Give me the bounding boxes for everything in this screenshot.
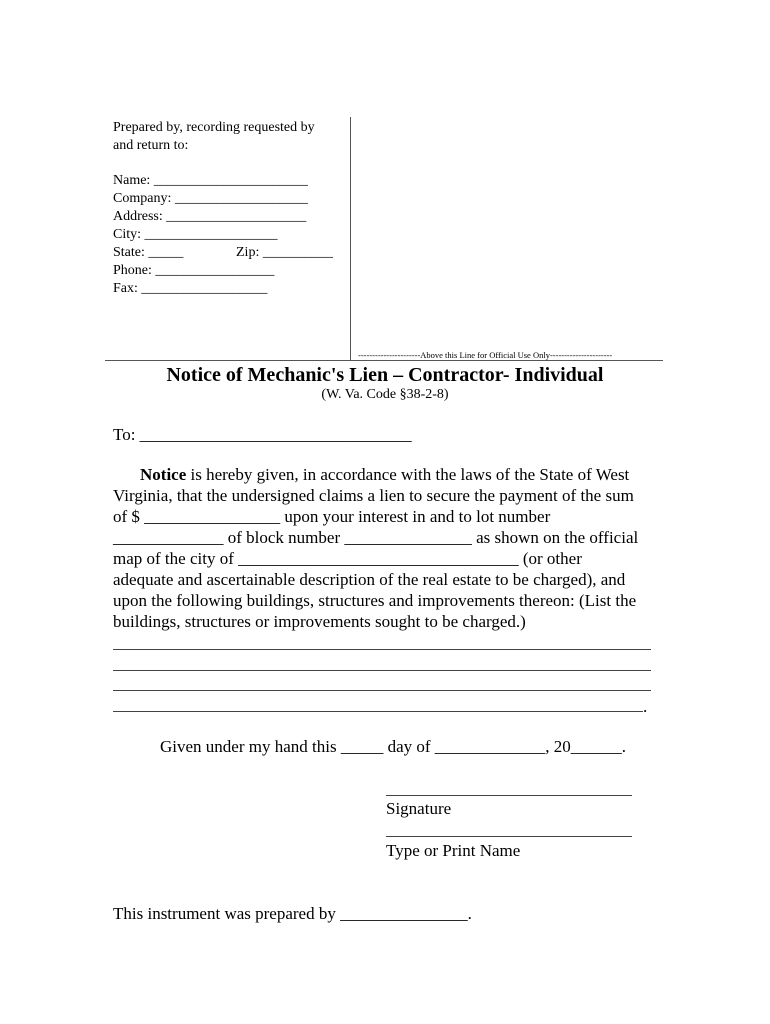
description-end-period: . xyxy=(643,697,648,716)
signature-line[interactable] xyxy=(386,795,632,796)
notice-line-1 xyxy=(140,464,629,485)
code-reference: (W. Va. Code §38-2-8) xyxy=(321,387,449,402)
notice-line-2: Virginia, that the undersigned claims a lien to secure the payment of the sum xyxy=(113,486,634,505)
official-use-notice: ----------------------Above this Line for Official Use Only---------------------- xyxy=(358,350,613,360)
prepared-by-line2: and return to: xyxy=(113,138,189,153)
notice-line-1-text: is hereby given, in accordance with the laws of the State of West xyxy=(186,465,630,484)
name-field[interactable]: Name: ______________________ xyxy=(113,173,308,188)
notice-line-3: of $ ________________ upon your interest in and to lot number xyxy=(113,507,551,526)
signature-label: Signature xyxy=(386,799,452,818)
zip-field[interactable]: Zip: __________ xyxy=(236,245,333,260)
description-blank-line-1[interactable] xyxy=(113,649,651,650)
notice-line-6: adequate and ascertainable description of the real estate to be charged), and xyxy=(113,570,626,589)
address-field[interactable]: Address: ____________________ xyxy=(113,209,307,224)
description-blank-line-4[interactable] xyxy=(113,711,643,712)
notice-line-5: map of the city of _________________________________ (or other xyxy=(113,549,582,568)
instrument-prepared-by[interactable]: This instrument was prepared by _______________. xyxy=(113,904,472,923)
notice-bold-word: Notice xyxy=(140,465,187,484)
prepared-by-line1: Prepared by, recording requested by xyxy=(113,120,315,135)
header-vertical-divider xyxy=(350,117,351,360)
header-horizontal-divider xyxy=(105,360,663,361)
notice-line-4: _____________ of block number _______________ as shown on the official xyxy=(113,528,639,547)
print-name-label: Type or Print Name xyxy=(386,841,521,860)
company-field[interactable]: Company: ___________________ xyxy=(113,191,308,206)
given-under-hand-line[interactable]: Given under my hand this _____ day of _____________, 20______. xyxy=(160,737,627,756)
document-title: Notice of Mechanic's Lien – Contractor- Individual xyxy=(166,364,604,386)
state-field[interactable]: State: _____ xyxy=(113,245,184,260)
description-blank-line-2[interactable] xyxy=(113,670,651,671)
phone-field[interactable]: Phone: _________________ xyxy=(113,263,275,278)
city-field[interactable]: City: ___________________ xyxy=(113,227,278,242)
notice-line-8: buildings, structures or improvements sought to be charged.) xyxy=(113,612,526,631)
notice-line-7: upon the following buildings, structures and improvements thereon: (List the xyxy=(113,591,637,610)
description-blank-line-3[interactable] xyxy=(113,690,651,691)
to-field[interactable]: To: ________________________________ xyxy=(113,425,412,444)
print-name-line[interactable] xyxy=(386,836,632,837)
fax-field[interactable]: Fax: __________________ xyxy=(113,281,268,296)
